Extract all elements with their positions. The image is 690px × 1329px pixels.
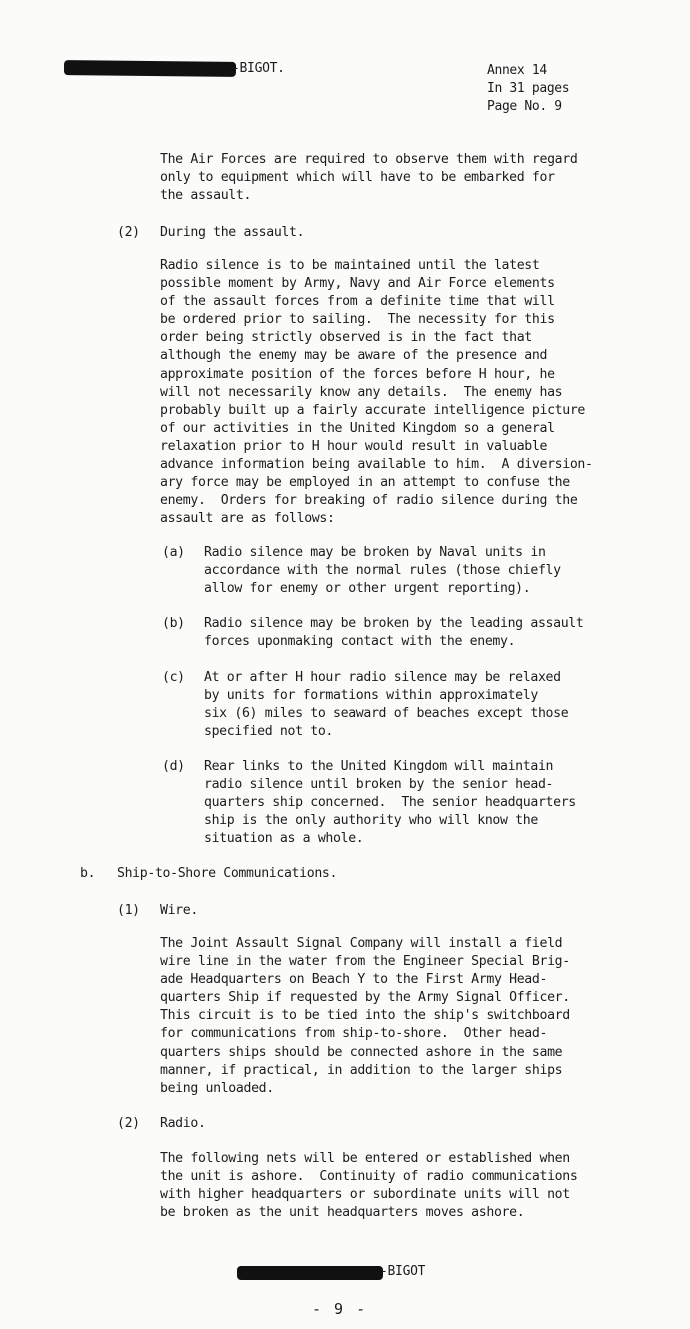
page-number-header: Page No. 9 [487, 99, 562, 114]
item-c-label: (c) [162, 670, 185, 685]
radio-paragraph: The following nets will be entered or established when the unit is ashore. Continuity of radio communications with higher headquarters or subordinate units will not be broken as the unit headquarters moves ashore. [160, 1151, 578, 1221]
item-a-text: Radio silence may be broken by Naval units in accordance with the normal rules (those chiefly allow for enemy or other urgent reporting). [204, 545, 561, 597]
item-c-text: At or after H hour radio silence may be relaxed by units for formations within approximately six (6) miles to seaward of beaches except those specified not to. [204, 670, 569, 740]
item-a-label: (a) [162, 545, 185, 560]
radio-label: (2) [117, 1116, 140, 1131]
classification-stamp-top: -BIGOT. [232, 61, 285, 76]
section-b-title: Ship-to-Shore Communications. [117, 866, 338, 881]
item-d-text: Rear links to the United Kingdom will maintain radio silence until broken by the senior head- quarters ship concerned. The senior headquarters ship is the only authority who will know the situation as a whole. [204, 759, 576, 847]
section-b-label: b. [80, 866, 96, 881]
redaction-bar-top [64, 60, 236, 77]
wire-title: Wire. [160, 903, 198, 918]
page-count: In 31 pages [487, 81, 570, 96]
page-number-footer: - 9 - [312, 1300, 368, 1318]
wire-paragraph: The Joint Assault Signal Company will install a field wire line in the water from the Engineer Special Brig- ade Headquarters on Beach Y to the First Army Head- quarters Ship if requested by the Army Signal Officer. This circuit is to be tied into the ship's switchboard for communications from ship-to-shore. Other head- quarters ships should be connected ashore in the same manner, if practical, in addition to the larger ships being unloaded. [160, 936, 570, 1096]
intro-paragraph: The Air Forces are required to observe them with regard only to equipment which will have to be embarked for the assault. [160, 152, 578, 204]
section-2-paragraph: Radio silence is to be maintained until the latest possible moment by Army, Navy and Air Force elements of the assault forces from a definite time that will be ordered prior to sailing. The necessity for this order being strictly observed is in the fact that although the enemy may be aware of the presence and approximate position of the forces before H hour, he will not necessarily know any details. The enemy has probably built up a fairly accurate intelligence picture of our activities in the United Kingdom so a general relaxation prior to H hour would result in valuable advance information being available to him. A diversion- ary force may be employed in an attempt to confuse the enemy. Orders for breaking of radio silence during the assault are as follows: [160, 258, 593, 527]
annex-label: Annex 14 [487, 63, 547, 78]
redaction-bar-bottom [237, 1266, 383, 1280]
classification-stamp-bottom: -BIGOT [380, 1264, 426, 1279]
section-2-label: (2) [117, 225, 140, 240]
wire-label: (1) [117, 903, 140, 918]
item-b-text: Radio silence may be broken by the leading assault forces uponmaking contact with the enemy. [204, 616, 584, 650]
section-2-title: During the assault. [160, 225, 305, 240]
radio-title: Radio. [160, 1116, 206, 1131]
item-b-label: (b) [162, 616, 185, 631]
item-d-label: (d) [162, 759, 185, 774]
